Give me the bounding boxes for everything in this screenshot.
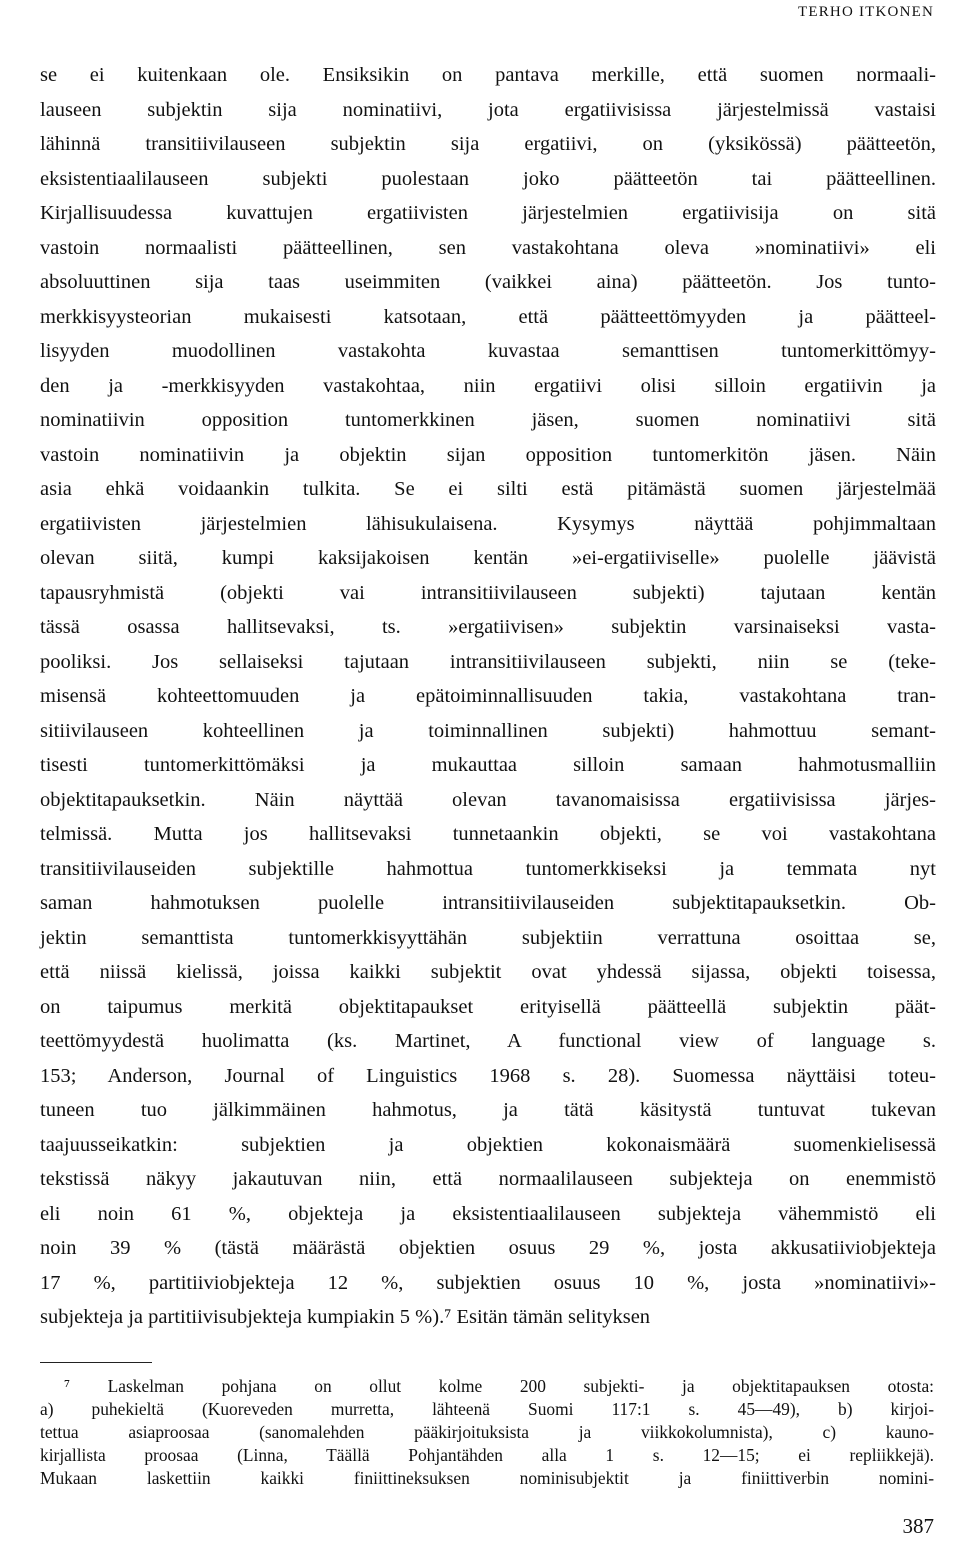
body-line: noin 39 % (tästä määrästä objektien osuus 29 %, josta akkusatiiviobjekteja (40, 1237, 936, 1259)
body-line: olevan siitä, kumpi kaksijakoisen kentän »ei-ergatiiviselle» puolelle jäävistä (40, 547, 936, 569)
body-line: tisesti tuntomerkittömäksi ja mukauttaa silloin samaan hahmotusmalliin (40, 754, 936, 776)
footnote-line: ⁷ Laskelman pohjana on ollut kolme 200 subjekti- ja objektitapauksen otosta: (64, 1376, 934, 1396)
body-line: Kirjallisuudessa kuvattujen ergatiivisten järjestelmien ergatiivisija on sitä (40, 202, 936, 224)
body-line: 17 %, partitiiviobjekteja 12 %, subjektien osuus 10 %, josta »nominatiivi»- (40, 1271, 936, 1294)
body-line: tapausryhmistä (objekti vai intransitiivilauseen subjekti) tajutaan kentän (40, 581, 936, 604)
body-line: telmissä. Mutta jos hallitsevaksi tunnetaankin objekti, se voi vastakohtana (40, 823, 936, 845)
body-line: eli noin 61 %, objekteja ja eksistentiaalilauseen subjekteja vähemmistö eli (40, 1202, 936, 1225)
body-line: ergatiivisten järjestelmien lähisukulaisena. Kysymys näyttää pohjimmaltaan (40, 512, 936, 535)
body-line: on taipumus merkitä objektitapaukset erityisellä päätteellä subjektin päät- (40, 995, 936, 1018)
body-line: absoluuttinen sija taas useimmiten (vaikkei aina) päätteetön. Jos tunto- (40, 271, 936, 293)
footnote-line: a) puhekieltä (Kuoreveden murretta, lähteenä Suomi 117:1 s. 45—49), b) kirjoi- (40, 1399, 934, 1419)
body-line: lisyyden muodollinen vastakohta kuvastaa semanttisen tuntomerkittömyy- (40, 340, 936, 362)
body-line: lähinnä transitiivilauseen subjektin sija ergatiivi, on (yksikössä) päätteetön, (40, 133, 936, 155)
body-line: tässä osassa hallitsevaksi, ts. »ergatiivisen» subjektin varsinaiseksi vasta- (40, 616, 936, 638)
body-line: teettömyydestä huolimatta (ks. Martinet, A functional view of language s. (40, 1030, 936, 1052)
body-line: misensä kohteettomuuden ja epätoiminnallisuuden takia, vastakohtana tran- (40, 685, 936, 707)
footnote-line: Mukaan laskettiin kaikki finiittineksuksen nominisubjektit ja finiittiverbin nomini- (40, 1468, 934, 1488)
footnote-line: kirjallista proosaa (Linna, Täällä Pohjantähden alla 1 s. 12—15; ei repliikkejä). (40, 1445, 934, 1465)
body-line: asia ehkä voidaankin tulkita. Se ei silti estä pitämästä suomen järjestelmää (40, 478, 936, 500)
body-line: tekstissä näkyy jakautuvan niin, että normaalilauseen subjekteja on enemmistö (40, 1168, 936, 1190)
running-head: TERHO ITKONEN (798, 4, 934, 20)
body-line: se ei kuitenkaan ole. Ensiksikin on pantava merkille, että suomen normaali- (40, 64, 936, 86)
body-line: vastoin nominatiivin ja objektin sijan opposition tuntomerkitön jäsen. Näin (40, 443, 936, 466)
body-line: vastoin normaalisti päätteellinen, sen vastakohtana oleva »nominatiivi» eli (40, 236, 936, 259)
body-line: 153; Anderson, Journal of Linguistics 1968 s. 28). Suomessa näyttäisi toteu- (40, 1064, 936, 1087)
body-line: pooliksi. Jos sellaiseksi tajutaan intransitiivilauseen subjekti, niin se (teke- (40, 650, 936, 673)
body-line: että niissä kielissä, joissa kaikki subjektit ovat yhdessä sijassa, objekti toisessa, (40, 961, 936, 983)
body-line: jektin semanttista tuntomerkkisyyttähän subjektiin verrattuna osoittaa se, (40, 926, 936, 949)
body-line: eksistentiaalilauseen subjekti puolestaan joko päätteetön tai päätteellinen. (40, 167, 936, 190)
body-line: transitiivilauseiden subjektille hahmottua tuntomerkkiseksi ja temmata nyt (40, 857, 936, 880)
body-line: objektitapauksetkin. Näin näyttää olevan tavanomaisissa ergatiivisissa järjes- (40, 788, 936, 811)
body-text (40, 58, 936, 1335)
body-line: lauseen subjektin sija nominatiivi, jota ergatiivisissa järjestelmissä vastaisi (40, 98, 936, 121)
body-line: saman hahmotuksen puolelle intransitiivilauseiden subjektitapauksetkin. Ob- (40, 892, 936, 914)
body-line: merkkisyysteorian mukaisesti katsotaan, että päätteettömyyden ja päätteel- (40, 305, 936, 328)
body-line: den ja -merkkisyyden vastakohtaa, niin ergatiivi olisi silloin ergatiivin ja (40, 374, 936, 397)
body-line: sitiivilauseen kohteellinen ja toiminnallinen subjekti) hahmottuu semant- (40, 719, 936, 742)
body-line: nominatiivin opposition tuntomerkkinen jäsen, suomen nominatiivi sitä (40, 409, 936, 431)
page-number: 387 (902, 1514, 934, 1538)
footnote-rule (40, 1362, 152, 1363)
body-line: tuneen tuo jälkimmäinen hahmotus, ja tätä käsitystä tuntuvat tukevan (40, 1099, 936, 1121)
footnotes (40, 1375, 934, 1490)
footnote-line: tettua asiaproosaa (sanomalehden pääkirjoituksista ja viikkokolumnista), c) kauno- (40, 1422, 934, 1442)
body-line: subjekteja ja partitiivisubjekteja kumpiakin 5 %).⁷ Esitän tämän selityksen (40, 1306, 651, 1328)
body-line: taajuusseikatkin: subjektien ja objektien kokonaismäärä suomenkielisessä (40, 1133, 936, 1156)
